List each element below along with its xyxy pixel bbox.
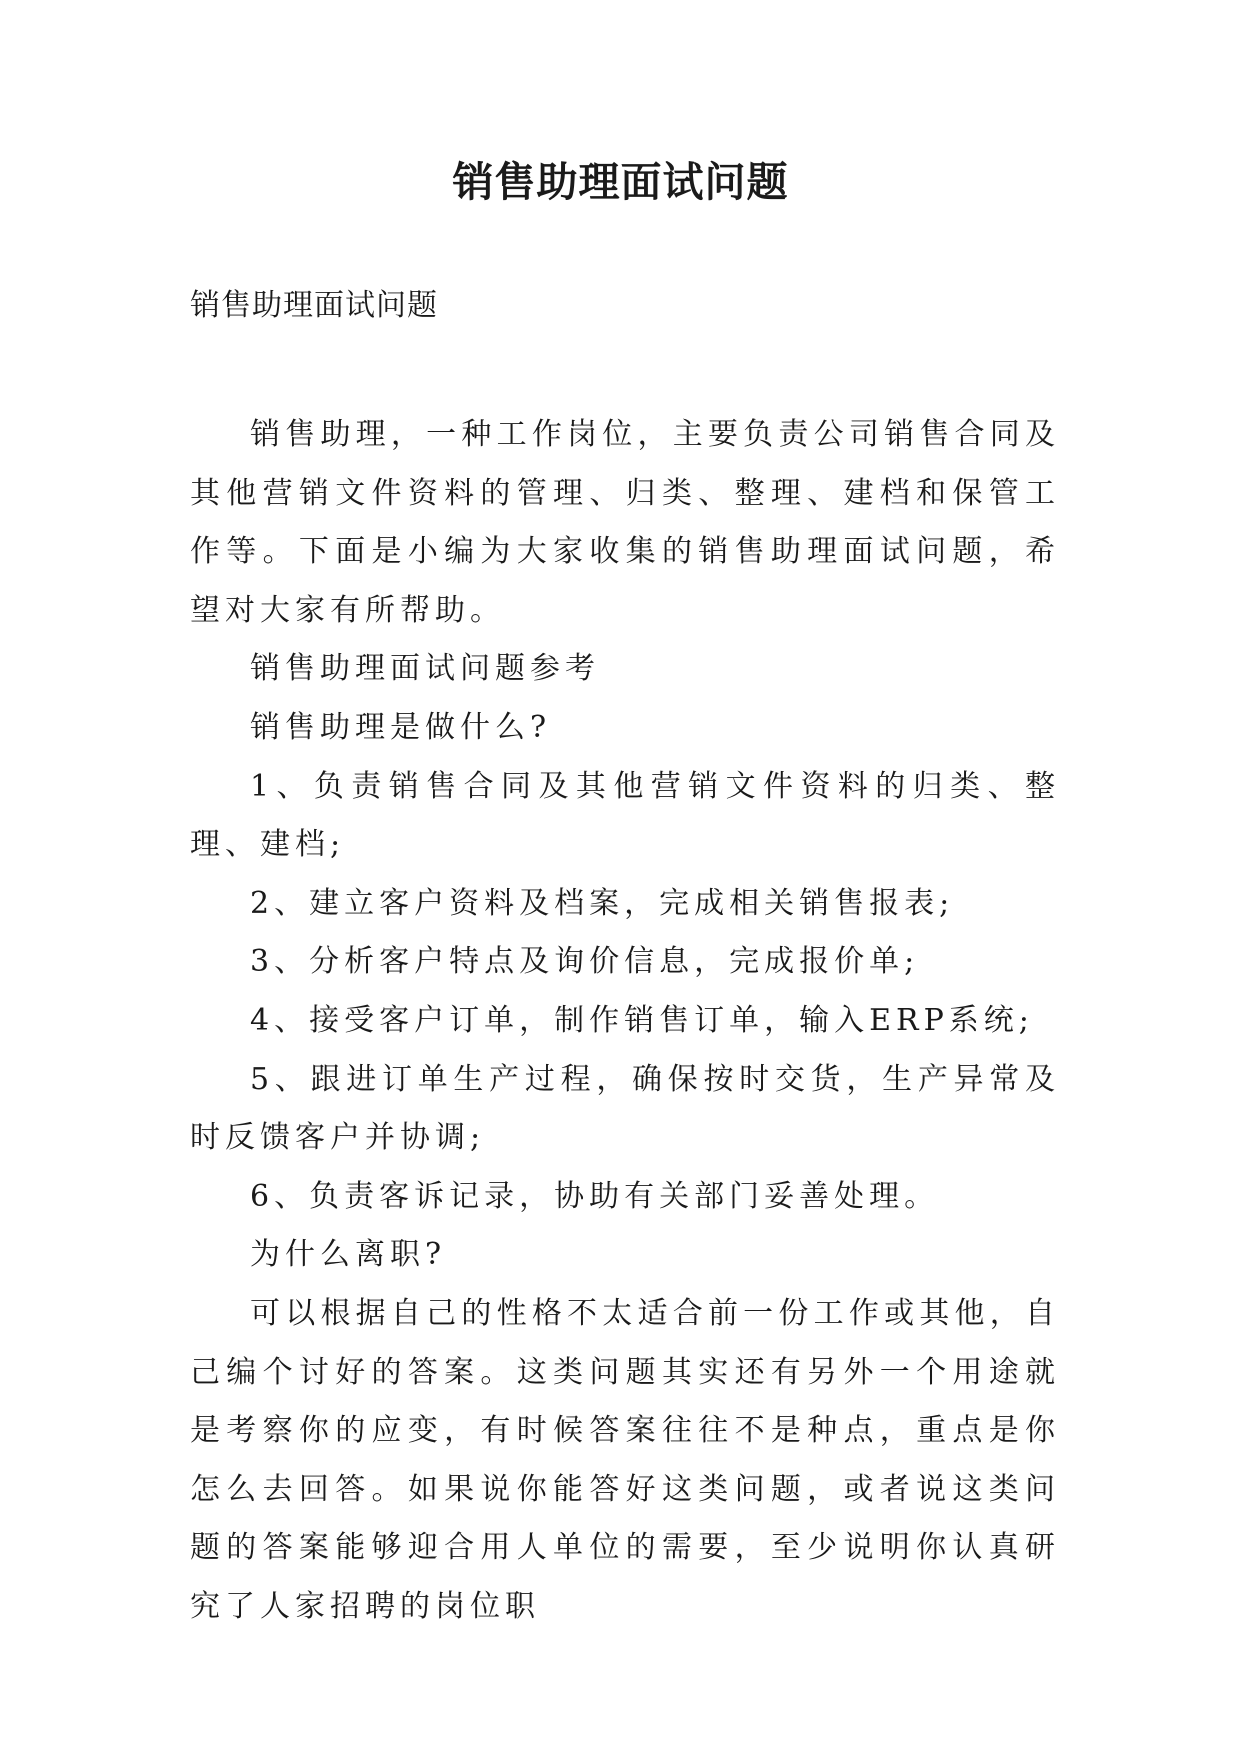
paragraph-question-why-leave: 为什么离职? (250, 1237, 447, 1273)
paragraph-item-2: 2、建立客户资料及档案，完成相关销售报表; (250, 885, 955, 921)
paragraph-item-4: 4、接受客户订单，制作销售订单，输入ERP系统; (250, 1002, 1034, 1038)
paragraph-item-6: 6、负责客诉记录，协助有关部门妥善处理。 (250, 1178, 940, 1214)
paragraph-item-3: 3、分析客户特点及询价信息，完成报价单; (250, 944, 920, 980)
paragraph-item-1: 1、负责销售合同及其他营销文件资料的归类、整理、建档; (190, 768, 1060, 863)
paragraph-item-5: 5、跟进订单生产过程，确保按时交货，生产异常及时反馈客户并协调; (190, 1061, 1060, 1156)
document-body (190, 406, 1060, 1636)
paragraph-answer-why-leave: 可以根据自己的性格不太适合前一份工作或其他，自己编个讨好的答案。这类问题其实还有另外一个用途就是考察你的应变，有时候答案往往不是种点，重点是你怎么去回答。如果说你能答好这类问题，或者说这类问题的答案能够迎合用人单位的需要，至少说明你认真研究了人家招聘的岗位职 (190, 1295, 1060, 1624)
paragraph-question-what: 销售助理是做什么? (250, 709, 552, 745)
document-title: 销售助理面试问题 (452, 158, 789, 206)
document-subtitle: 销售助理面试问题 (190, 288, 438, 323)
paragraph-reference-heading: 销售助理面试问题参考 (250, 651, 600, 687)
paragraph-intro: 销售助理，一种工作岗位，主要负责公司销售合同及其他营销文件资料的管理、归类、整理、建档和保管工作等。下面是小编为大家收集的销售助理面试问题，希望对大家有所帮助。 (190, 417, 1060, 628)
